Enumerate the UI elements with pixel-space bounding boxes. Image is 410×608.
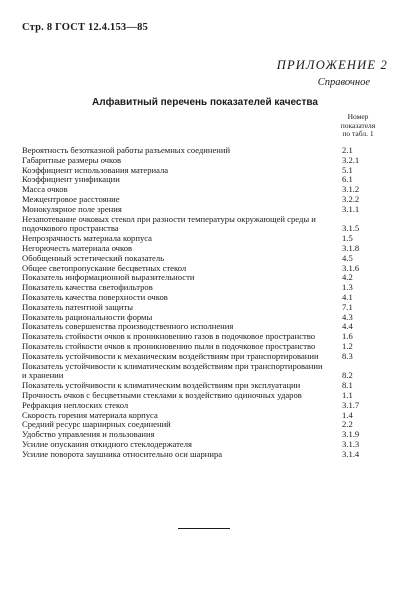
column-header-line: показателя — [340, 120, 376, 130]
indicator-number: 1.6 — [342, 331, 353, 342]
indicator-number: 1.2 — [342, 340, 353, 351]
appendix-title: ПРИЛОЖЕНИЕ 2 — [276, 58, 388, 72]
indicator-name: Масса очков — [22, 184, 68, 195]
indicator-row — [22, 362, 390, 382]
document-title: Алфавитный перечень показателей качества — [92, 97, 318, 108]
indicator-name: Обобщенный эстетический показатель — [22, 252, 165, 263]
indicator-name: Непрозрачность материала корпуса — [22, 233, 152, 244]
indicator-name: Средний ресурс шарнирных соединений — [22, 419, 171, 430]
indicator-name: Показатель устойчивости к механическим воздействиям при транспортировании — [22, 350, 319, 361]
indicator-number: 4.4 — [342, 321, 353, 332]
indicator-name: Показатель качества поверхности очков — [22, 291, 168, 302]
indicator-number: 8.3 — [342, 350, 353, 361]
indicator-name: Показатель устойчивости к климатическим воздействиям при транспортировании и хранении — [22, 360, 323, 381]
indicator-name: Показатель рациональности формы — [22, 311, 153, 322]
column-header-line: по табл. 1 — [342, 129, 374, 138]
indicator-number: 3.1.2 — [342, 184, 360, 195]
indicator-name: Коэффициент унификации — [22, 174, 120, 185]
indicator-number: 4.3 — [342, 311, 353, 322]
indicator-row — [22, 175, 390, 185]
indicator-name: Показатель устойчивости к климатическим воздействиям при эксплуатации — [22, 380, 301, 391]
indicator-name: Рефракция неплоских стекол — [22, 399, 129, 410]
indicator-number: 4.2 — [342, 272, 353, 283]
indicator-number: 3.1.6 — [342, 262, 360, 273]
indicator-number: 1.1 — [342, 389, 353, 400]
indicator-row — [22, 450, 390, 460]
indicator-number: 1.3 — [342, 282, 353, 293]
indicator-name: Габаритные размеры очков — [22, 154, 122, 165]
indicator-number: 6.1 — [342, 174, 353, 185]
indicator-name: Незапотевание очковых стекол при разности температуры окружающей среды и подочкового пространства — [22, 213, 316, 234]
appendix-subtitle: Справочное — [317, 77, 370, 88]
indicator-number: 3.2.1 — [342, 154, 360, 165]
indicator-name: Коэффициент использования материала — [22, 164, 169, 175]
indicator-name: Вероятность безотказной работы разъемных соединений — [22, 145, 231, 155]
indicator-row — [22, 215, 390, 235]
indicator-name: Показатель патентной защиты — [22, 301, 133, 312]
indicator-number: 3.1.7 — [342, 399, 360, 410]
indicator-name: Показатель стойкости очков к проникновению газов в подочковое пространство — [22, 331, 316, 342]
indicator-number: 3.1.3 — [342, 438, 360, 449]
indicator-name: Скорость горения материала корпуса — [22, 409, 158, 420]
indicator-number: 3.1.4 — [342, 448, 360, 459]
indicator-number: 4.1 — [342, 291, 353, 302]
indicator-name: Монокулярное поле зрения — [22, 203, 122, 214]
column-header-line: Номер — [347, 112, 369, 121]
indicator-name: Негорючесть материала очков — [22, 242, 133, 253]
indicator-number: 8.1 — [342, 380, 353, 391]
indicator-number: 3.1.1 — [342, 203, 360, 214]
indicator-name: Межцентровое расстояние — [22, 193, 120, 204]
page-header: Стр. 8 ГОСТ 12.4.153—85 — [22, 22, 148, 33]
indicator-name: Показатель качества светофильтров — [22, 282, 153, 293]
indicator-number: 8.2 — [342, 370, 353, 381]
indicator-number: 3.1.8 — [342, 242, 360, 253]
indicator-name: Усилие поворота заушника относительно оси шарнира — [22, 448, 223, 459]
indicator-list — [22, 146, 390, 460]
indicator-number: 3.1.9 — [342, 429, 360, 440]
indicator-number: 5.1 — [342, 164, 353, 175]
indicator-name: Общее светопропускание бесцветных стекол — [22, 262, 187, 273]
indicator-number: 3.2.2 — [342, 193, 360, 204]
indicator-number: 1.5 — [342, 233, 353, 244]
indicator-number: 3.1.5 — [342, 223, 360, 234]
indicator-number: 2.2 — [342, 419, 353, 430]
column-header — [328, 113, 388, 139]
indicator-name: Показатель совершенства производственного исполнения — [22, 321, 234, 332]
indicator-name: Показатель стойкости очков к проникновению пыли в подочковое пространство — [22, 340, 316, 351]
indicator-name: Показатель информационной выразительности — [22, 272, 195, 283]
indicator-number: 2.1 — [342, 145, 353, 155]
indicator-name: Усилие опускания откидного стеклодержателя — [22, 438, 192, 449]
indicator-number: 1.4 — [342, 409, 353, 420]
indicator-name: Прочность очков с бесцветными стеклами к воздействию одиночных ударов — [22, 389, 302, 400]
closing-rule — [178, 528, 230, 529]
indicator-number: 7.1 — [342, 301, 353, 312]
indicator-name: Удобство управления и пользования — [22, 429, 155, 440]
indicator-number: 4.5 — [342, 252, 353, 263]
